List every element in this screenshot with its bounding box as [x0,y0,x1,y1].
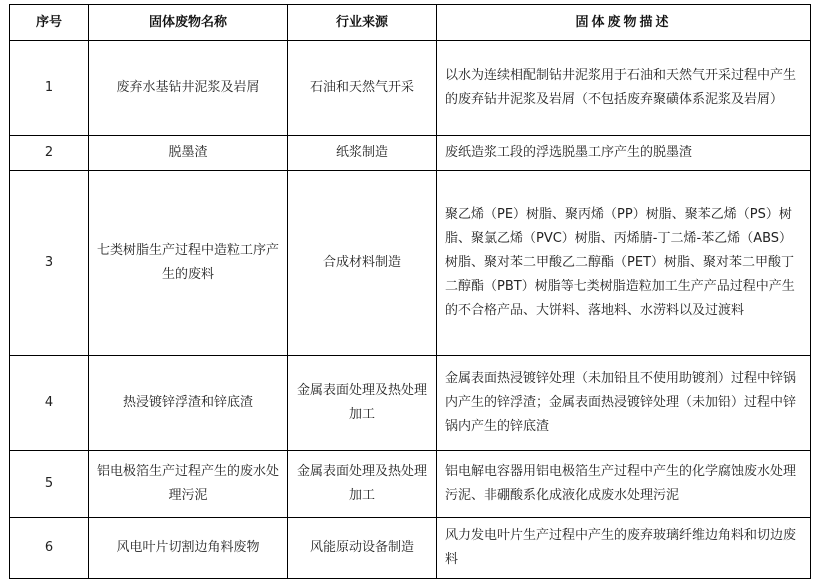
header-waste-name: 固体废物名称 [89,5,288,41]
table-row [10,136,811,171]
cell-waste-name: 废弃水基钻井泥浆及岩屑 [89,41,288,136]
header-industry-source: 行业来源 [288,5,437,41]
cell-waste-description: 风力发电叶片生产过程中产生的废弃玻璃纤维边角料和切边废料 [437,518,811,579]
cell-waste-description: 金属表面热浸镀锌处理（未加铅且不使用助镀剂）过程中锌锅内产生的锌浮渣；金属表面热浸镀锌处理（未加铅）过程中锌锅内产生的锌底渣 [437,356,811,451]
table-header-row [10,5,811,41]
cell-waste-name: 七类树脂生产过程中造粒工序产生的废料 [89,171,288,356]
solid-waste-table [9,4,811,579]
cell-industry-source: 金属表面处理及热处理加工 [288,451,437,518]
table-row [10,518,811,579]
cell-waste-name: 风电叶片切割边角料废物 [89,518,288,579]
cell-industry-source: 石油和天然气开采 [288,41,437,136]
table-row [10,41,811,136]
cell-serial-number: 4 [10,356,89,451]
cell-waste-name: 铝电极箔生产过程产生的废水处理污泥 [89,451,288,518]
cell-waste-name: 热浸镀锌浮渣和锌底渣 [89,356,288,451]
table-row [10,451,811,518]
table-row [10,356,811,451]
cell-industry-source: 风能原动设备制造 [288,518,437,579]
cell-waste-name: 脱墨渣 [89,136,288,171]
cell-serial-number: 2 [10,136,89,171]
cell-waste-description: 铝电解电容器用铝电极箔生产过程中产生的化学腐蚀废水处理污泥、非硼酸系化成液化成废水处理污泥 [437,451,811,518]
cell-industry-source: 纸浆制造 [288,136,437,171]
cell-industry-source: 合成材料制造 [288,171,437,356]
cell-serial-number: 3 [10,171,89,356]
header-serial-number: 序号 [10,5,89,41]
cell-waste-description: 废纸造浆工段的浮选脱墨工序产生的脱墨渣 [437,136,811,171]
cell-serial-number: 6 [10,518,89,579]
table-row [10,171,811,356]
header-waste-description: 固体废物描述 [437,5,811,41]
cell-serial-number: 1 [10,41,89,136]
cell-serial-number: 5 [10,451,89,518]
cell-waste-description: 以水为连续相配制钻井泥浆用于石油和天然气开采过程中产生的废弃钻井泥浆及岩屑（不包括废弃聚磺体系泥浆及岩屑） [437,41,811,136]
cell-waste-description: 聚乙烯（PE）树脂、聚丙烯（PP）树脂、聚苯乙烯（PS）树脂、聚氯乙烯（PVC）树脂、丙烯腈-丁二烯-苯乙烯（ABS）树脂、聚对苯二甲酸乙二醇酯（PET）树脂、聚对苯二甲酸丁二醇酯（PBT）树脂等七类树脂造粒加工生产产品过程中产生的不合格产品、大饼料、落地料、水涝料以及过渡料 [437,171,811,356]
cell-industry-source: 金属表面处理及热处理加工 [288,356,437,451]
